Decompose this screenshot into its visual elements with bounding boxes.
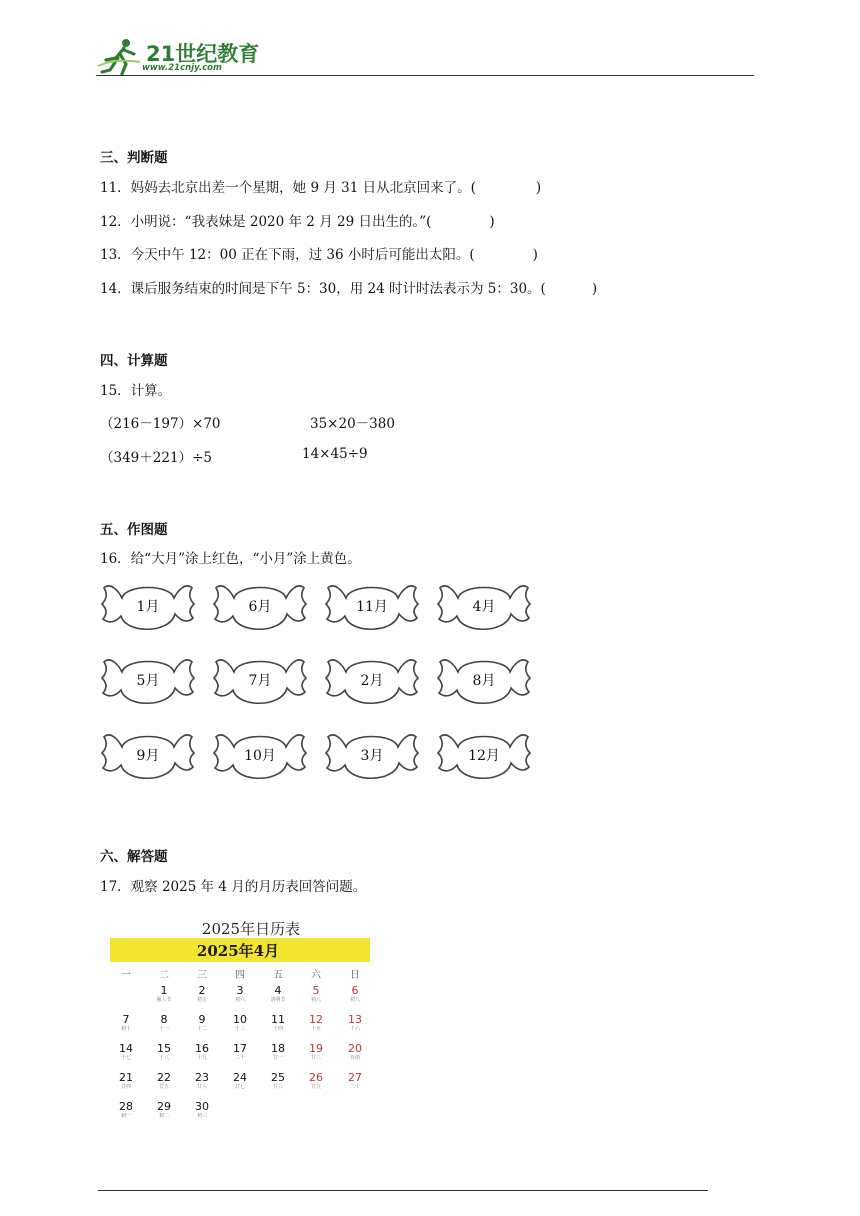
calendar-day-lunar: 初十 [120,1026,131,1032]
calendar-day-lunar: 廿五 [158,1084,169,1090]
expression-1: （216－197）×70 [100,416,221,432]
calendar-day-number: 24 [233,1071,247,1084]
candy-label: 3月 [360,748,384,764]
calendar-day-number: 7 [122,1013,130,1026]
calendar-weekday: 五 [273,970,283,981]
calendar-day-lunar: 十七 [120,1055,131,1061]
calendar-day [263,985,293,1004]
calendar-day [149,1043,179,1062]
calendar-day [149,1072,179,1091]
calendar-day-number: 13 [348,1013,362,1026]
calendar-day-lunar: 初九 [349,997,360,1003]
candy-month [100,578,196,638]
calendar-day-lunar: 十八 [158,1055,169,1061]
calendar-day-number: 11 [271,1013,285,1026]
calendar-day-lunar: 廿九 [310,1084,321,1090]
calendar-day-number: 19 [309,1042,323,1055]
calendar-title: 2025年日历表 [201,920,301,938]
calendar-day-number: 3 [236,984,244,997]
candy-label: 7月 [248,673,272,689]
calendar-day-lunar: 初一 [120,1113,131,1119]
candy-label: 11月 [356,599,388,615]
calendar-day [111,1072,141,1091]
candy-month [324,652,420,712]
calendar-day-number: 15 [157,1042,171,1055]
calendar-day-number: 18 [271,1042,285,1055]
calendar-day-lunar: 十五 [310,1026,321,1032]
candy-month [212,652,308,712]
calendar-day [187,1101,217,1120]
calendar-day-lunar: 十四 [272,1026,283,1032]
calendar-day-lunar: 初五 [196,997,207,1003]
calendar-day-number: 21 [119,1071,133,1084]
question-11 [100,176,541,196]
calendar-day [263,1072,293,1091]
calendar-day [301,1072,331,1091]
calendar-day [187,1072,217,1091]
calendar-weekday: 日 [350,970,360,981]
calendar-day-number: 10 [233,1013,247,1026]
calendar-day [340,1072,370,1091]
question-17: 17．观察 2025 年 4 月的月历表回答问题。 [100,879,367,895]
calendar-day [187,1043,217,1062]
calendar-day-lunar: 十六 [349,1026,360,1032]
calendar-day-lunar: 二十 [234,1055,245,1061]
calendar-day-number: 2 [198,984,206,997]
calendar-day [340,985,370,1004]
calendar-day-lunar: 初八 [310,997,321,1003]
calendar-month: 2025年4月 [196,942,280,960]
brand-url: www.21cnjy.com [142,63,222,73]
calendar-day [225,1072,255,1091]
calendar-weekday: 三 [197,970,207,981]
question-13 [100,243,538,263]
calendar-day-number: 6 [351,984,359,997]
header-divider [96,75,754,76]
candy-label: 1月 [136,599,160,615]
candy-month [100,727,196,787]
calendar-day [340,1043,370,1062]
calendar-weekday: 四 [235,970,245,981]
calendar-day-lunar: 谷雨 [349,1055,360,1061]
calendar-day-lunar: 廿二 [310,1055,321,1061]
expression-2: 35×20－380 [310,416,395,432]
calendar-day-number: 22 [157,1071,171,1084]
candy-label: 12月 [468,748,500,764]
candy-month [100,652,196,712]
candy-label: 8月 [472,673,496,689]
candy-month [436,578,532,638]
runner-logo-icon [96,36,144,78]
section-3-title: 三、判断题 [100,150,168,166]
question-11-close: ) [535,180,542,196]
expression-4: 14×45÷9 [302,446,368,462]
candy-month [436,652,532,712]
calendar-day-number: 20 [348,1042,362,1055]
question-13-text: 13．今天中午 12：00 正在下雨，过 36 小时后可能出太阳。( [100,247,475,263]
candy-label: 10月 [244,748,276,764]
calendar-day [225,985,255,1004]
calendar-day-lunar: 初三 [196,1113,207,1119]
section-4-title: 四、计算题 [100,353,168,369]
calendar-day-lunar: 廿八 [272,1084,283,1090]
calendar-day-number: 1 [160,984,168,997]
candy-month [212,578,308,638]
question-13-close: ) [532,247,538,263]
calendar-day-lunar: 廿一 [272,1055,283,1061]
calendar-day-number: 12 [309,1013,323,1026]
calendar-day-number: 28 [119,1100,133,1113]
candy-month [436,727,532,787]
question-12-text: 12．小明说：“我表妹是 2020 年 2 月 29 日出生的。”( [100,214,432,230]
calendar-day [225,1043,255,1062]
question-12 [100,210,495,230]
calendar-day-lunar: 廿四 [120,1084,131,1090]
calendar-day-number: 26 [309,1071,323,1084]
calendar-day [187,1014,217,1033]
calendar-weekday: 二 [159,970,169,981]
calendar-day-number: 8 [160,1013,168,1026]
candy-month [324,578,420,638]
calendar-day-lunar: 十九 [196,1055,207,1061]
calendar-day [340,1014,370,1033]
candy-month [212,727,308,787]
calendar-day [149,1014,179,1033]
calendar-day-lunar: 十三 [234,1026,245,1032]
calendar-day-number: 30 [195,1100,209,1113]
calendar-day [111,1101,141,1120]
calendar-day-number: 5 [312,984,320,997]
calendar-day [263,1043,293,1062]
calendar-day-lunar: 愚人节 [156,997,172,1003]
calendar-day-lunar: 十二 [196,1026,207,1032]
calendar-day-number: 23 [195,1071,209,1084]
site-logo [96,36,266,78]
calendar-day-lunar: 廿六 [196,1084,207,1090]
calendar-day [301,985,331,1004]
calendar-day-number: 4 [274,984,282,997]
question-14-close: ) [591,281,598,297]
question-14 [100,277,597,297]
calendar-day-lunar: 廿七 [234,1084,245,1090]
calendar-weekday: 六 [311,970,321,981]
brand-name: 21世纪教育 [146,42,260,66]
question-11-text: 11．妈妈去北京出差一个星期，她 9 月 31 日从北京回来了。( [100,180,476,196]
calendar-day-number: 25 [271,1071,285,1084]
calendar-day [187,985,217,1004]
calendar-day [301,1014,331,1033]
expression-3: （349＋221）÷5 [100,450,212,466]
candy-label: 5月 [136,673,160,689]
calendar-day-lunar: 三十 [349,1084,360,1090]
question-12-close: ) [489,214,495,230]
section-6-title: 六、解答题 [100,849,168,865]
calendar-day-number: 29 [157,1100,171,1113]
calendar-day [149,985,179,1004]
calendar-day-number: 17 [233,1042,247,1055]
calendar-day-number: 14 [119,1042,133,1055]
calendar-weekday: 一 [121,970,131,981]
candy-label: 6月 [248,599,272,615]
calendar-day [149,1101,179,1120]
footer-divider [98,1190,708,1191]
calendar-day-lunar: 初二 [158,1113,169,1119]
calendar-day-lunar: 清明节 [270,997,286,1003]
calendar-day [301,1043,331,1062]
section-5-title: 五、作图题 [100,522,168,538]
question-16: 16．给“大月”涂上红色，“小月”涂上黄色。 [100,551,361,567]
calendar-day-lunar: 十一 [158,1026,169,1032]
question-15: 15．计算。 [100,383,172,399]
calendar-day-number: 9 [198,1013,206,1026]
candy-label: 4月 [472,599,496,615]
candy-label: 9月 [136,748,160,764]
calendar-day [263,1014,293,1033]
calendar-day-number: 16 [195,1042,209,1055]
calendar-day [225,1014,255,1033]
calendar-day-number: 27 [348,1071,362,1084]
calendar-day [111,1014,141,1033]
candy-month [324,727,420,787]
calendar-day [111,1043,141,1062]
candy-label: 2月 [360,673,384,689]
question-14-text: 14．课后服务结束的时间是下午 5：30，用 24 时计时法表示为 5：30。( [100,281,546,297]
calendar-day-lunar: 初六 [234,997,245,1003]
